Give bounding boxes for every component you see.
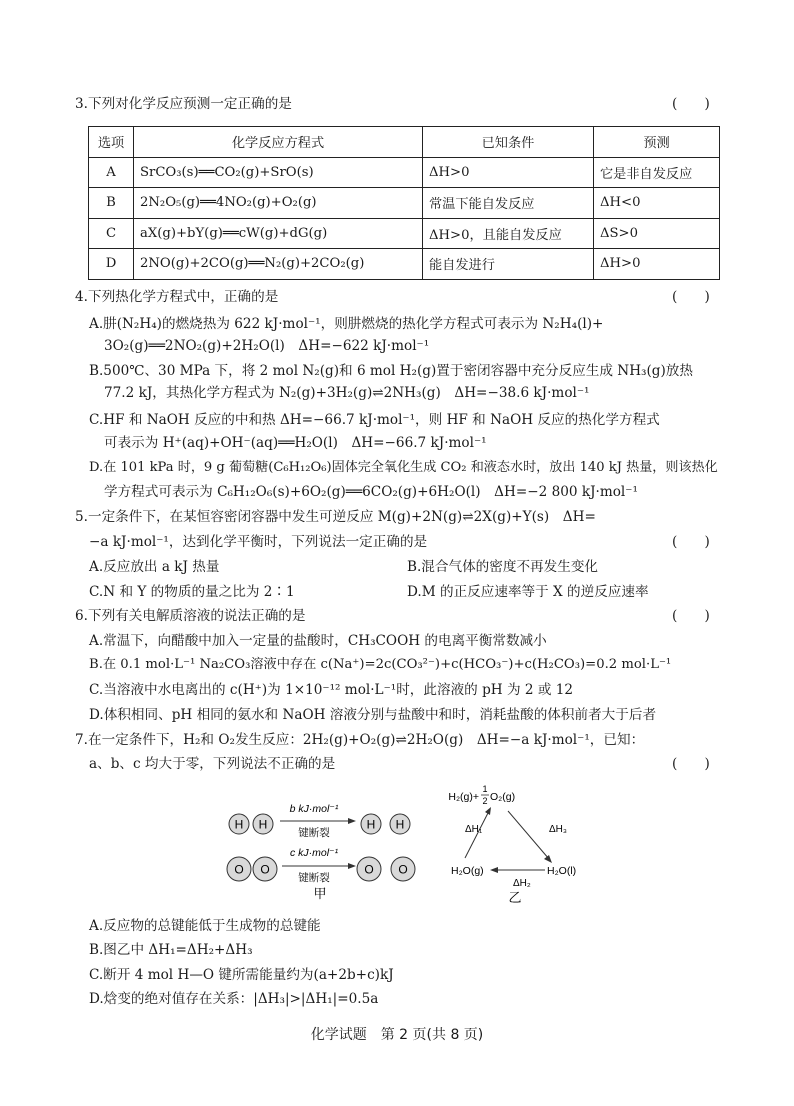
atom-o: O [398,862,408,877]
q6-option-b: B.在 0.1 mol·L⁻¹ Na₂CO₃溶液中存在 c(Na⁺)=2c(CO₃²⁻)+c(HCO₃⁻)+c(H₂CO₃)=0.2 mol·L⁻¹ [89,657,672,672]
h-atoms-separated [361,814,410,834]
q3-options-table [88,126,720,280]
atom-h: H [234,817,244,832]
arrowhead-h2 [348,818,356,824]
row-option: C [89,218,134,249]
arrowhead-o2 [348,863,356,869]
q3-stem: 3.下列对化学反应预测一定正确的是 [75,96,292,112]
row-prediction: ΔH<0 [594,188,720,219]
cycle-frac-den: 2 [482,796,488,806]
q5-option-a: A.反应放出 a kJ 热量 [89,559,220,575]
q4-option-c-line1: C.HF 和 NaOH 反应的中和热 ΔH=−66.7 kJ·mol⁻¹，则 HF 和 NaOH 反应的热化学方程式 [89,412,660,428]
label-dh1: ΔH₁ [465,824,483,835]
o2-molecule [227,857,277,881]
table-row [89,218,720,249]
header-prediction: 预测 [594,127,720,158]
row-prediction: ΔH>0 [594,249,720,280]
q3-answer-paren: ( ) [672,96,710,112]
row-equation: aX(g)+bY(g)══cW(g)+dG(g) [134,218,423,249]
figure-energy-cycle [445,784,595,906]
header-condition: 已知条件 [423,127,594,158]
row-option: A [89,157,134,188]
q6-answer-paren: ( ) [672,608,710,624]
arrowhead-dh2 [490,867,498,873]
row-prediction: ΔS>0 [594,218,720,249]
q4-stem: 4.下列热化学方程式中，正确的是 [75,289,279,305]
q6-option-c: C.当溶液中水电离出的 c(H⁺)为 1×10⁻¹² mol·L⁻¹时，此溶液的 pH 为 2 或 12 [89,682,574,698]
q7-stem-line2: a、b、c 均大于零，下列说法不正确的是 [89,756,336,772]
break-label-h2: 键断裂 [298,827,330,839]
row-option: B [89,188,134,219]
q6-stem: 6.下列有关电解质溶液的说法正确的是 [75,608,306,624]
q4-option-b-line1: B.500℃、30 MPa 下，将 2 mol N₂(g)和 6 mol H₂(g)置于密闭容器中充分反应生成 NH₃(g)放热 [89,363,693,379]
arrowhead-dh3 [544,855,552,863]
q7-option-a: A.反应物的总键能低于生成物的总键能 [89,918,321,934]
q4-option-c-line2: 可表示为 H⁺(aq)+OH⁻(aq)══H₂O(l) ΔH=−66.7 kJ·mol⁻¹ [104,435,487,451]
q5-stem-line1: 5.一定条件下，在某恒容密闭容器中发生可逆反应 M(g)+2N(g)⇌2X(g)+Y(s) ΔH= [75,509,596,525]
row-option: D [89,249,134,280]
q5-option-d: D.M 的正反应速率等于 X 的逆反应速率 [407,584,649,600]
label-dh2: ΔH₂ [513,878,531,889]
cycle-bottom-right: H₂O(l) [547,865,577,877]
o-atoms-separated [357,857,415,881]
figure-bond-breaking [222,790,422,902]
q6-option-d: D.体积相同、pH 相同的氨水和 NaOH 溶液分别与盐酸中和时，消耗盐酸的体积前者大于后者 [89,707,657,723]
q5-option-c: C.N 和 Y 的物质的量之比为 2∶1 [89,584,295,600]
q4-option-a-line1: A.肼(N₂H₄)的燃烧热为 622 kJ·mol⁻¹，则肼燃烧的热化学方程式可表示为 N₂H₄(l)+ [89,316,604,332]
header-equation: 化学反应方程式 [134,127,423,158]
q4-option-d-line2: 学方程式可表示为 C₆H₁₂O₆(s)+6O₂(g)══6CO₂(g)+6H₂O(l) ΔH=−2 800 kJ·mol⁻¹ [104,484,638,500]
label-dh3: ΔH₃ [549,824,567,835]
cycle-top-right: O₂(g) [490,791,516,803]
q4-option-d-line1: D.在 101 kPa 时，9 g 葡萄糖(C₆H₁₂O₆)固体完全氧化生成 CO₂ 和液态水时，放出 140 kJ 热量，则该热化 [89,460,718,475]
energy-o2-label: c kJ·mol⁻¹ [289,847,339,859]
table-row [89,157,720,188]
page-footer: 化学试题 第 2 页(共 8 页) [310,1027,484,1043]
row-condition: 能自发进行 [423,249,594,280]
cycle-frac-num: 1 [482,784,488,794]
atom-h: H [395,817,405,832]
table-row [89,188,720,219]
q5-answer-paren: ( ) [672,534,710,550]
q7-stem-line1: 7.在一定条件下，H₂和 O₂发生反应：2H₂(g)+O₂(g)⇌2H₂O(g) ΔH=−a kJ·mol⁻¹，已知： [75,732,645,748]
table-row [89,249,720,280]
arrowhead-dh1 [485,807,491,815]
q6-option-a: A.常温下，向醋酸中加入一定量的盐酸时，CH₃COOH 的电离平衡常数减小 [89,633,547,649]
figure-b-caption: 乙 [508,890,522,905]
row-prediction: 它是非自发反应 [594,157,720,188]
q7-answer-paren: ( ) [672,756,710,772]
row-equation: SrCO₃(s)══CO₂(g)+SrO(s) [134,157,423,188]
atom-h: H [258,817,268,832]
atom-o: O [234,862,244,877]
h2-molecule [229,814,273,834]
atom-o: O [364,862,374,877]
q4-option-a-line2: 3O₂(g)══2NO₂(g)+2H₂O(l) ΔH=−622 kJ·mol⁻¹ [104,338,430,354]
row-equation: 2N₂O₅(g)══4NO₂(g)+O₂(g) [134,188,423,219]
break-label-o2: 键断裂 [298,872,330,884]
q7-option-c: C.断开 4 mol H—O 键所需能量约为(a+2b+c)kJ [89,967,394,983]
row-condition: ΔH>0 [423,157,594,188]
header-option: 选项 [89,127,134,158]
atom-h: H [366,817,376,832]
energy-h2-label: b kJ·mol⁻¹ [289,803,339,815]
cycle-bottom-left: H₂O(g) [451,865,484,877]
row-condition: ΔH>0，且能自发反应 [423,218,594,249]
q7-option-b: B.图乙中 ΔH₁=ΔH₂+ΔH₃ [89,942,253,958]
table-header-row [89,127,720,158]
row-equation: 2NO(g)+2CO(g)══N₂(g)+2CO₂(g) [134,249,423,280]
cycle-top-left: H₂(g)+ [448,791,479,803]
q5-option-b: B.混合气体的密度不再发生变化 [407,559,599,575]
q4-option-b-line2: 77.2 kJ，其热化学方程式为 N₂(g)+3H₂(g)⇌2NH₃(g) ΔH=−38.6 kJ·mol⁻¹ [104,385,590,401]
figure-a-caption: 甲 [313,886,327,901]
row-condition: 常温下能自发反应 [423,188,594,219]
arrow-dh3 [508,811,549,859]
q4-answer-paren: ( ) [672,289,710,305]
q5-stem-line2: −a kJ·mol⁻¹，达到化学平衡时，下列说法一定正确的是 [89,534,428,550]
q7-option-d: D.焓变的绝对值存在关系：|ΔH₃|>|ΔH₁|=0.5a [89,991,379,1007]
atom-o: O [260,862,270,877]
